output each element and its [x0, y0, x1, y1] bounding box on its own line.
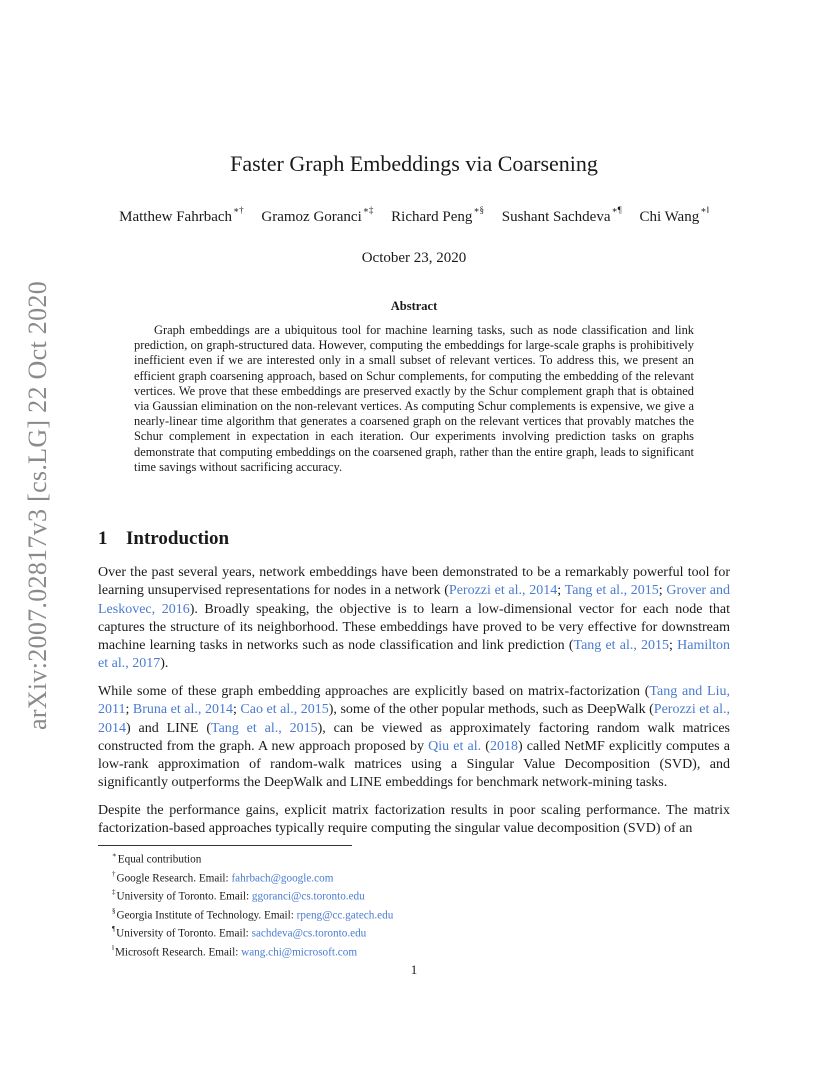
body-text: ) called NetMF explicitly computes a low-rank approximation of random-walk matrices using a Singular Value Decomposition (SVD), and significantly outperforms the DeepWalk and LINE embeddings for benchmark network-mining tasks. — [98, 738, 730, 791]
body-text: ; — [557, 583, 565, 599]
footnote-divider — [98, 845, 352, 846]
body-paragraph — [98, 683, 730, 793]
footnote-mark: † — [112, 869, 116, 878]
citation-link[interactable]: Perozzi et al., 2014 — [448, 583, 558, 599]
footnote-text: University of Toronto. Email: — [116, 890, 252, 903]
body-text: ) and LINE ( — [126, 720, 211, 736]
author-name: Matthew Fahrbach — [119, 209, 233, 225]
section-heading — [98, 528, 229, 550]
abstract-text: Graph embeddings are a ubiquitous tool for machine learning tasks, such as node classification and link prediction, on graph-structured data. However, computing the embeddings for large-scale graphs is prohibitively inefficient even if we are interested only in a small subset of relevant vertices. To address this, we present an efficient graph coarsening approach, based on Schur complements, for computing the embedding of the relevant vertices. We prove that these embeddings are preserved exactly by the Schur complement graph that is obtained via Gaussian elimination on the non-relevant vertices. As computing Schur complements is expensive, we give a nearly-linear time algorithm that generates a coarsened graph on the relevant vertices that provably matches the Schur complement in expectation in each iteration. Our experiments involving prediction tasks on graphs demonstrate that computing embeddings on the coarsened graph, rather than the entire graph, leads to significant time savings without sacrificing accuracy. — [134, 323, 694, 474]
citation-link[interactable]: Tang et al., 2015 — [573, 638, 670, 654]
citation-link[interactable]: Bruna et al., 2014 — [132, 702, 233, 718]
footnote-mark: ∗ — [112, 851, 117, 859]
arxiv-sidebar — [20, 281, 60, 730]
footnote — [112, 923, 712, 942]
author-name: Chi Wang — [639, 209, 700, 225]
footnotes — [112, 849, 712, 960]
author-name: Sushant Sachdeva — [501, 209, 611, 225]
author-marks[interactable]: ∗§ — [473, 205, 484, 215]
author — [391, 205, 484, 225]
citation-link[interactable]: Qiu et al. — [428, 738, 482, 754]
author-marks[interactable]: ∗¶ — [611, 205, 622, 215]
body-paragraph: Despite the performance gains, explicit matrix factorization results in poor scaling performance. The matrix factorization-based approaches typically require computing the singular value decomposition (SVD) of an — [98, 803, 730, 837]
author — [261, 205, 374, 225]
footnote — [112, 886, 712, 905]
body-paragraph — [98, 564, 730, 674]
author-marks[interactable]: ∗† — [233, 205, 244, 215]
author — [501, 205, 622, 225]
paper-date: October 23, 2020 — [361, 250, 467, 266]
citation-link[interactable]: Tang et al., 2015 — [564, 583, 659, 599]
email-link[interactable]: ggoranci@cs.toronto.edu — [251, 890, 365, 903]
footnote-text: Georgia Institute of Technology. Email: — [116, 909, 297, 922]
footnote-mark: ¶ — [112, 925, 116, 934]
footnote-mark: ‖ — [112, 943, 114, 952]
author — [119, 205, 244, 225]
footnote — [112, 868, 712, 887]
author-marks[interactable]: ∗‡ — [362, 205, 374, 215]
page-number: 1 — [410, 962, 418, 977]
author-marks[interactable]: ∗‖ — [700, 205, 709, 215]
footnote-text: Google Research. Email: — [116, 872, 232, 885]
body-text: ), some of the other popular methods, such as DeepWalk ( — [328, 702, 654, 718]
citation-link[interactable]: Hamilton et al., 2017 — [98, 638, 731, 672]
email-link[interactable]: sachdeva@cs.toronto.edu — [251, 927, 367, 940]
footnote-text: University of Toronto. Email: — [116, 927, 252, 940]
footnote-text: Equal contribution — [117, 853, 202, 866]
paper-title: Faster Graph Embeddings via Coarsening — [230, 151, 598, 176]
author — [639, 205, 709, 225]
footnote-mark: ‡ — [112, 888, 116, 897]
body-text: ). — [160, 656, 169, 672]
footnote — [112, 849, 712, 868]
body-text: Over the past several years, network embeddings have been demonstrated to be a remarkably powerful tool for learning unsupervised representations for nodes in a network ( — [98, 565, 730, 599]
citation-link[interactable]: Tang and Liu, 2011 — [98, 684, 730, 718]
body-text: ). Broadly speaking, the objective is to learn a low-dimensional vector for each node that captures the structure of its neighborhood. These embeddings have proved to be very effective for downstream machine learning tasks in networks such as node classification and link prediction ( — [98, 601, 730, 654]
citation-link[interactable]: Cao et al., 2015 — [240, 702, 329, 718]
section-title: Introduction — [126, 528, 230, 549]
body-text: ; — [125, 702, 133, 718]
footnote-mark: § — [112, 906, 116, 915]
body-text: ; — [669, 638, 678, 654]
author-name: Gramoz Goranci — [261, 209, 362, 225]
email-link[interactable]: wang.chi@microsoft.com — [241, 946, 358, 959]
author-list — [0, 207, 828, 226]
section-number: 1 — [98, 528, 108, 549]
body-text: While some of these graph embedding approaches are explicitly based on matrix-factorization ( — [98, 684, 650, 699]
citation-link[interactable]: 2018 — [489, 738, 518, 754]
footnote — [112, 942, 712, 961]
footnote — [112, 905, 712, 924]
citation-link[interactable]: Tang et al., 2015 — [211, 720, 318, 736]
email-link[interactable]: fahrbach@google.com — [231, 872, 334, 885]
author-name: Richard Peng — [391, 209, 473, 225]
abstract-heading: Abstract — [390, 299, 438, 313]
body-text: ), can be viewed as approximately factoring random walk matrices constructed from the graph. A new approach proposed by — [98, 720, 730, 754]
citation-link[interactable]: Grover and Leskovec, 2016 — [98, 583, 731, 617]
body-text: ; — [232, 702, 241, 718]
arxiv-id[interactable]: arXiv:2007.02817v3 [cs.LG] 22 Oct 2020 — [23, 281, 52, 730]
citation-link[interactable]: Perozzi et al., 2014 — [98, 702, 731, 736]
footnote-text: Microsoft Research. Email: — [114, 946, 242, 959]
body-text: ( — [481, 738, 490, 754]
email-link[interactable]: rpeng@cc.gatech.edu — [296, 909, 394, 922]
body-text: ; — [658, 583, 667, 599]
